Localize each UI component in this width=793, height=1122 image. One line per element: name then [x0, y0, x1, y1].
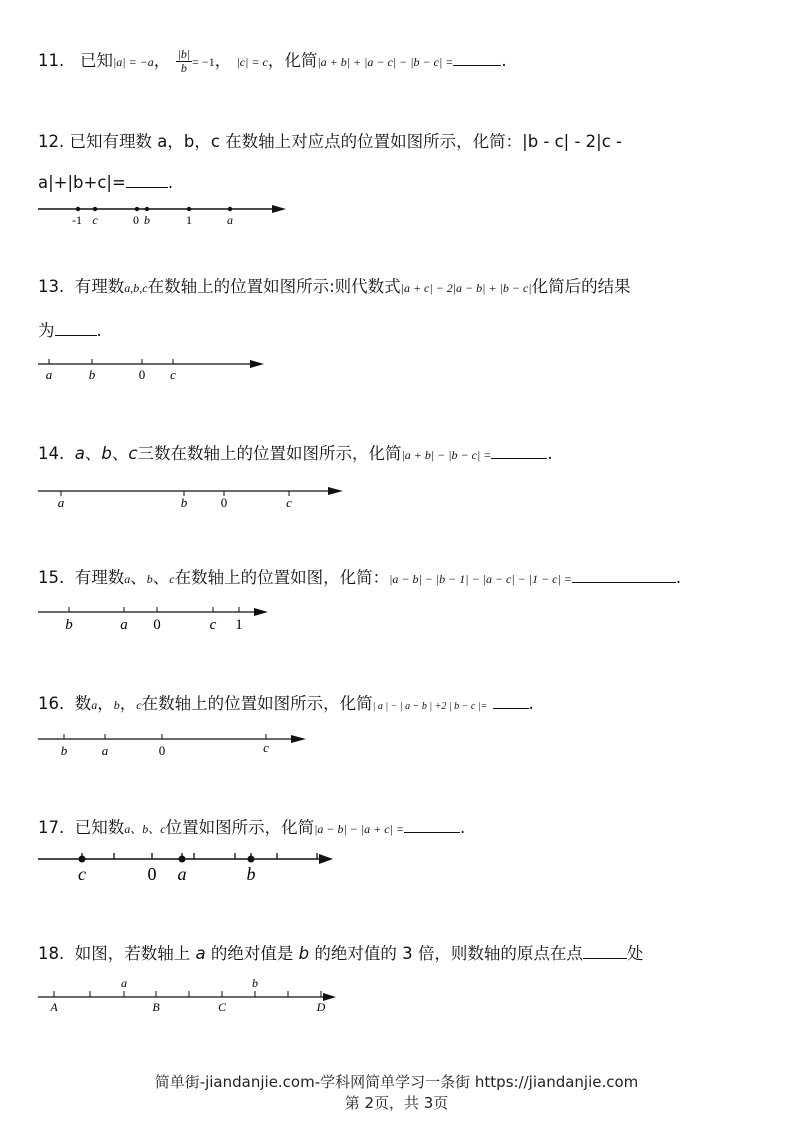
question-18: [38, 943, 643, 965]
tick-label: 0: [138, 367, 146, 382]
answer-blank[interactable]: [126, 173, 168, 188]
q15-expr: |a − b| − |b − 1| − |a − c| − |1 − c| =: [389, 572, 572, 586]
q11-frac-rest: = −1: [192, 55, 215, 69]
q11-fraction: [176, 48, 193, 75]
tick-label: 0: [158, 743, 166, 758]
q11-text: 已知: [80, 51, 113, 70]
q15-text: 有理数: [74, 568, 125, 587]
tick-label: 0: [133, 213, 139, 227]
question-13-line-1: [38, 276, 631, 299]
q18-number: 18.: [38, 944, 65, 963]
tick-label: c: [92, 213, 98, 227]
q14-sep: 、: [111, 444, 129, 463]
q15-sep: 、: [152, 568, 170, 587]
page-number: 第 2页，共 3页: [344, 1094, 449, 1112]
number-line-12: [36, 200, 296, 228]
q16-text: 数: [74, 694, 92, 713]
number-line-17: [36, 848, 346, 886]
q13-end: .: [96, 321, 102, 340]
q17-end: .: [460, 818, 466, 837]
tick-label: c: [209, 617, 217, 633]
point-label-top: b: [252, 976, 258, 990]
tick-label: a: [227, 213, 233, 227]
point-label: C: [217, 1000, 227, 1014]
q18-text-4: 处: [626, 944, 644, 963]
answer-blank[interactable]: [583, 944, 627, 959]
question-13-line-2: [38, 320, 102, 342]
q16-number: 16.: [38, 694, 65, 713]
number-line-16: [36, 730, 316, 760]
q16-var-b: b: [113, 698, 120, 712]
q15-var-a: a: [124, 572, 131, 586]
q15-end: .: [675, 568, 682, 587]
tick-label: a: [101, 743, 109, 758]
tick-label: b: [88, 367, 96, 382]
q11-expr-4: |a + b| + |a − c| − |b − c| =: [317, 55, 454, 69]
q17-number: 17.: [38, 818, 65, 837]
q11-expr-1: |a| = −a: [113, 55, 154, 69]
question-11: [38, 48, 507, 75]
q15-sep: 、: [130, 568, 147, 587]
point-label: B: [152, 1000, 160, 1014]
q13-expr: |a + c| − 2|a − b| + |b − c|: [400, 281, 532, 295]
number-line-18: [36, 974, 346, 1018]
q13-number: 13.: [38, 277, 65, 296]
q11-comma-2: ，: [214, 51, 232, 70]
point-label: D: [316, 1000, 326, 1014]
q14-var-a: a: [74, 444, 85, 463]
q13-text-2: 在数轴上的位置如图所示:则代数式: [147, 277, 401, 296]
footer-watermark: 简单街-jiandanjie.com-学科网简单学习一条街 https://jiandanjie.com: [154, 1073, 639, 1091]
answer-blank[interactable]: [404, 818, 460, 833]
tick-label: a: [177, 864, 187, 884]
q16-text-2: 在数轴上的位置如图所示，化简: [141, 694, 373, 713]
q15-var-b: b: [146, 572, 153, 586]
q13-text-3: 化简后的结果: [531, 277, 631, 296]
q12-text: a|+|b+c|=: [38, 173, 126, 192]
q16-sep: ，: [119, 694, 137, 713]
question-12-line-2: [38, 172, 173, 194]
q11-end: .: [501, 51, 507, 70]
q11-comma-1: ，: [153, 51, 171, 70]
q14-number: 14.: [38, 444, 65, 463]
question-17: [38, 817, 465, 840]
tick-label: 1: [235, 617, 243, 633]
answer-blank[interactable]: [493, 694, 529, 709]
answer-blank[interactable]: [491, 444, 547, 459]
q14-var-b: b: [101, 444, 112, 463]
point-label-top: a: [121, 976, 127, 990]
q16-expr: | a | − | a − b | +2 | b − c |=: [372, 701, 488, 712]
q17-expr: |a − b| − |a + c| =: [314, 822, 404, 836]
q17-text: 已知数: [74, 818, 125, 837]
tick-label: c: [263, 740, 269, 755]
tick-label: c: [170, 367, 176, 382]
question-16: [38, 693, 534, 718]
q18-var-a: a: [195, 944, 206, 963]
q18-var-b: b: [298, 944, 310, 963]
q11-text-2: ，化简: [267, 51, 318, 70]
q16-var-c: c: [136, 698, 142, 712]
q13-text-4: 为: [38, 321, 55, 340]
answer-blank[interactable]: [453, 51, 501, 66]
q14-sep: 、: [84, 444, 102, 463]
tick-label: 0: [220, 495, 228, 510]
number-line-13: [36, 355, 276, 383]
tick-label: a: [45, 367, 53, 382]
tick-label: b: [65, 617, 73, 633]
q12-end: .: [167, 173, 174, 192]
question-15: [38, 567, 681, 590]
q15-number: 15.: [38, 568, 65, 587]
q17-vars: a、b、c: [124, 822, 166, 836]
tick-label: c: [78, 864, 86, 884]
tick-label: 0: [147, 864, 157, 884]
q17-text-2: 位置如图所示，化简: [165, 818, 315, 837]
q15-var-c: c: [169, 572, 175, 586]
tick-label: b: [60, 743, 68, 758]
q18-text-3: 的绝对值的 3 倍，则数轴的原点在点: [314, 944, 583, 963]
tick-label: b: [144, 213, 150, 227]
q18-text-2: 的绝对值是: [210, 944, 294, 963]
tick-label: a: [120, 617, 128, 633]
tick-label: b: [180, 495, 188, 510]
answer-blank[interactable]: [55, 321, 97, 336]
tick-label: 1: [186, 213, 192, 227]
q16-end: .: [528, 694, 534, 713]
number-line-15: [36, 603, 276, 633]
q11-frac-den: b: [180, 61, 187, 75]
tick-label: a: [57, 495, 65, 510]
tick-label: c: [286, 495, 292, 510]
q16-var-a: a: [91, 698, 98, 712]
answer-blank[interactable]: [572, 568, 676, 583]
number-line-14: [36, 482, 356, 512]
q14-expr: |a + b| − |b − c| =: [401, 448, 492, 462]
point-label: A: [50, 1000, 58, 1014]
q16-sep: ，: [97, 694, 114, 713]
q13-vars: a,b,c: [124, 281, 148, 295]
q15-text-2: 在数轴上的位置如图，化简：: [174, 568, 390, 587]
q18-text: 如图，若数轴上: [74, 944, 191, 963]
q11-number: 11.: [38, 51, 65, 70]
tick-label: 0: [153, 617, 161, 633]
tick-label: -1: [72, 213, 82, 227]
q14-end: .: [547, 444, 553, 463]
question-14: [38, 443, 553, 466]
q11-frac-num: |b|: [177, 47, 191, 61]
q14-text: 三数在数轴上的位置如图所示，化简: [137, 444, 402, 463]
tick-label: b: [246, 864, 256, 884]
q11-expr-3: |c| = c: [236, 55, 268, 69]
question-12-line-1: 12. 已知有理数 a，b，c 在数轴上对应点的位置如图所示，化简：|b - c| - 2|c -: [38, 132, 623, 151]
q14-var-c: c: [128, 444, 138, 463]
q13-text: 有理数: [74, 277, 125, 296]
